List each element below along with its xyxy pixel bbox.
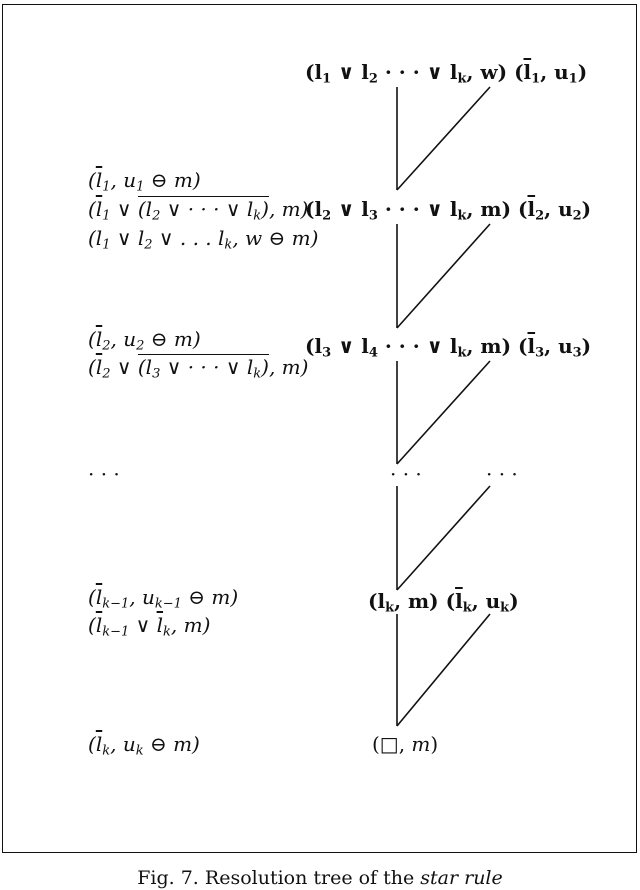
edge-4-right: [397, 486, 490, 590]
left-label-4a: ($\overline{l}_{k-1}$, $u_{k-1}$ ⊖ m): [88, 585, 239, 612]
left-label-ellipsis: · · ·: [88, 462, 120, 486]
tree-node-1: [305, 60, 588, 87]
left-label-2a: ($\overline{l}_2$, $u_2$ ⊖ m): [88, 327, 201, 354]
tree-node-k: [368, 589, 519, 616]
edge-2-right: [397, 224, 490, 328]
tree-node-ellipsis-right: · · ·: [486, 462, 518, 486]
unit-1: ($\overline{l}_1$, $u_1$): [514, 60, 588, 87]
tree-node-3: [305, 334, 592, 361]
clause-2: ($l_2$ ∨ $l_3$ · · · ∨ $l_k$, m): [305, 197, 512, 224]
tree-root-empty-clause: (□, m): [372, 732, 439, 756]
unit-k: ($\overline{l}_k$, $u_k$): [445, 589, 519, 616]
caption-emph: star rule: [420, 867, 503, 889]
left-label-1a: ($\overline{l}_1$, $u_1$ ⊖ m): [88, 168, 201, 195]
caption-prefix: Fig. 7. Resolution tree of the: [137, 867, 421, 889]
left-label-2b: ($\overline{l}_2$ ∨ ($l_3$ ∨ · · · ∨ $l_k$), m): [88, 355, 309, 382]
unit-3: ($\overline{l}_3$, $u_3$): [518, 334, 592, 361]
unit-2: ($\overline{l}_2$, $u_2$): [518, 197, 592, 224]
edge-5-right: [397, 614, 490, 726]
left-label-1c: ($l_1$ ∨ $l_2$ ∨ . . . $l_k$, w ⊖ m): [88, 226, 319, 253]
edge-3-right: [397, 361, 490, 464]
left-label-1b: ($\overline{l}_1$ ∨ ($l_2$ ∨ · · · ∨ $l_k$), m): [88, 197, 309, 224]
tree-node-ellipsis-left: · · ·: [390, 462, 422, 486]
clause-3: ($l_3$ ∨ $l_4$ · · · ∨ $l_k$, m): [305, 334, 512, 361]
left-label-4b: ($\overline{l}_{k-1}$ ∨ $\overline{l}_k$, m): [88, 613, 211, 640]
tree-node-2: [305, 197, 592, 224]
figure-caption: [0, 866, 640, 890]
clause-1: ($l_1$ ∨ $l_2$ · · · ∨ $l_k$, w): [305, 60, 508, 87]
left-label-5: ($\overline{l}_k$, $u_k$ ⊖ m): [88, 732, 200, 759]
clause-k: ($l_k$, m): [368, 589, 439, 616]
edge-1-right: [397, 87, 490, 190]
